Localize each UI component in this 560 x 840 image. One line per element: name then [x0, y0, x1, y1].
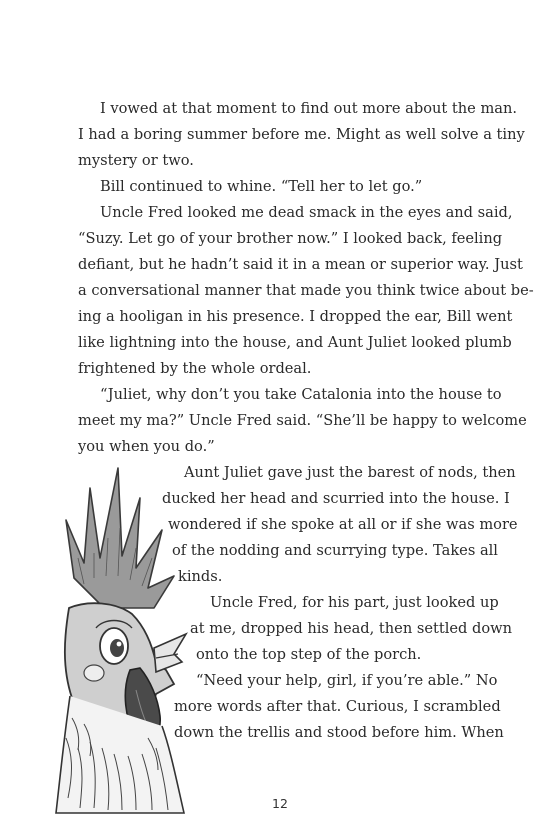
text-line: Bill continued to whine. “Tell her to let go.”	[100, 178, 423, 195]
text-line: Uncle Fred looked me dead smack in the eyes and said,	[100, 204, 513, 221]
text-line: ing a hooligan in his presence. I dropped the ear, Bill went	[78, 308, 513, 325]
text-line: I vowed at that moment to find out more about the man.	[100, 100, 518, 117]
text-line: down the trellis and stood before him. When	[174, 724, 504, 741]
page-number: 12	[272, 796, 288, 811]
text-line: “Juliet, why don’t you take Catalonia into the house to	[100, 386, 502, 403]
text-line: mystery or two.	[78, 152, 194, 169]
text-line: at me, dropped his head, then settled down	[190, 620, 513, 637]
text-line: Uncle Fred, for his part, just looked up	[210, 594, 499, 611]
text-line: Aunt Juliet gave just the barest of nods, then	[184, 464, 516, 481]
text-line: “Need your help, girl, if you’re able.” No	[196, 672, 498, 689]
text-line: a conversational manner that made you think twice about be-	[78, 282, 534, 299]
text-line: wondered if she spoke at all or if she was more	[168, 516, 518, 533]
text-line: of the nodding and scurrying type. Takes all	[172, 542, 498, 559]
text-line: meet my ma?” Uncle Fred said. “She’ll be happy to welcome	[78, 412, 527, 429]
text-line: you when you do.”	[78, 438, 215, 455]
text-line: onto the top step of the porch.	[196, 646, 422, 663]
text-line: more words after that. Curious, I scrambled	[174, 698, 501, 715]
text-line: “Suzy. Let go of your brother now.” I looked back, feeling	[78, 230, 503, 247]
rooster-illustration-icon	[44, 458, 189, 818]
text-line: defiant, but he hadn’t said it in a mean or superior way. Just	[78, 256, 523, 273]
text-line: like lightning into the house, and Aunt Juliet looked plumb	[78, 334, 512, 351]
text-line: kinds.	[178, 568, 223, 585]
text-line: I had a boring summer before me. Might as well solve a tiny	[78, 126, 525, 143]
text-line: ducked her head and scurried into the house. I	[162, 490, 510, 507]
text-line: frightened by the whole ordeal.	[78, 360, 312, 377]
